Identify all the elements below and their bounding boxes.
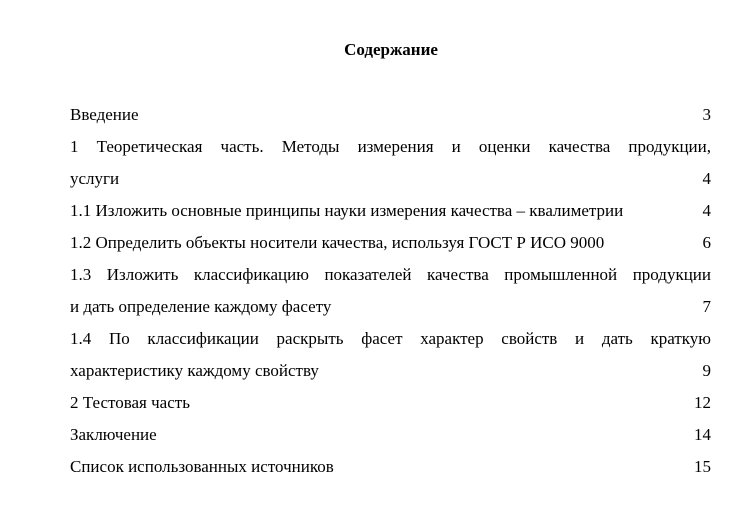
toc-entry-label-continued: характеристику каждому свойству (70, 361, 319, 380)
toc-entry-section-1-line-2 (70, 163, 711, 195)
toc-entry-label: 1.4 По классификации раскрыть фасет характер свойств и дать краткую (70, 329, 711, 348)
toc-page-number: 15 (694, 457, 711, 476)
toc-entry-section-2 (70, 387, 711, 419)
toc-page-number: 6 (702, 233, 711, 252)
toc-page-number: 14 (694, 425, 711, 444)
document-title: Содержание (344, 40, 438, 59)
toc-entry-introduction (70, 99, 711, 131)
toc-entry-label-continued: услуги (70, 169, 120, 188)
toc-entry-label: Введение (70, 105, 139, 124)
toc-page-number: 3 (702, 105, 711, 124)
table-of-contents (70, 99, 711, 483)
toc-page-number: 4 (702, 169, 711, 188)
toc-page-number: 7 (702, 297, 711, 316)
toc-entry-label: 1 Теоретическая часть. Методы измерения и оценки качества продукции, (70, 137, 711, 156)
toc-entry-references (70, 451, 711, 483)
toc-entry-label: 1.3 Изложить классификацию показателей качества промышленной продукции (70, 265, 711, 284)
toc-entry-label: 1.1 Изложить основные принципы науки измерения качества – квалиметрии (70, 201, 624, 220)
toc-entry-section-1-1 (70, 195, 711, 227)
toc-entry-section-1-4-line-1 (70, 323, 711, 355)
toc-entry-section-1-3-line-1 (70, 259, 711, 291)
toc-entry-section-1-4-line-2 (70, 355, 711, 387)
toc-entry-label: 2 Тестовая часть (70, 393, 190, 412)
toc-entry-label: 1.2 Определить объекты носители качества, используя ГОСТ Р ИСО 9000 (70, 233, 605, 252)
toc-page-number: 12 (694, 393, 711, 412)
toc-entry-label: Заключение (70, 425, 157, 444)
toc-entry-conclusion (70, 419, 711, 451)
toc-entry-section-1-3-line-2 (70, 291, 711, 323)
toc-entry-label: Список использованных источников (70, 457, 334, 476)
toc-entry-label-continued: и дать определение каждому фасету (70, 297, 332, 316)
toc-entry-section-1-2 (70, 227, 711, 259)
toc-page-number: 9 (702, 361, 711, 380)
toc-entry-section-1-line-1 (70, 131, 711, 163)
toc-page-number: 4 (702, 201, 711, 220)
